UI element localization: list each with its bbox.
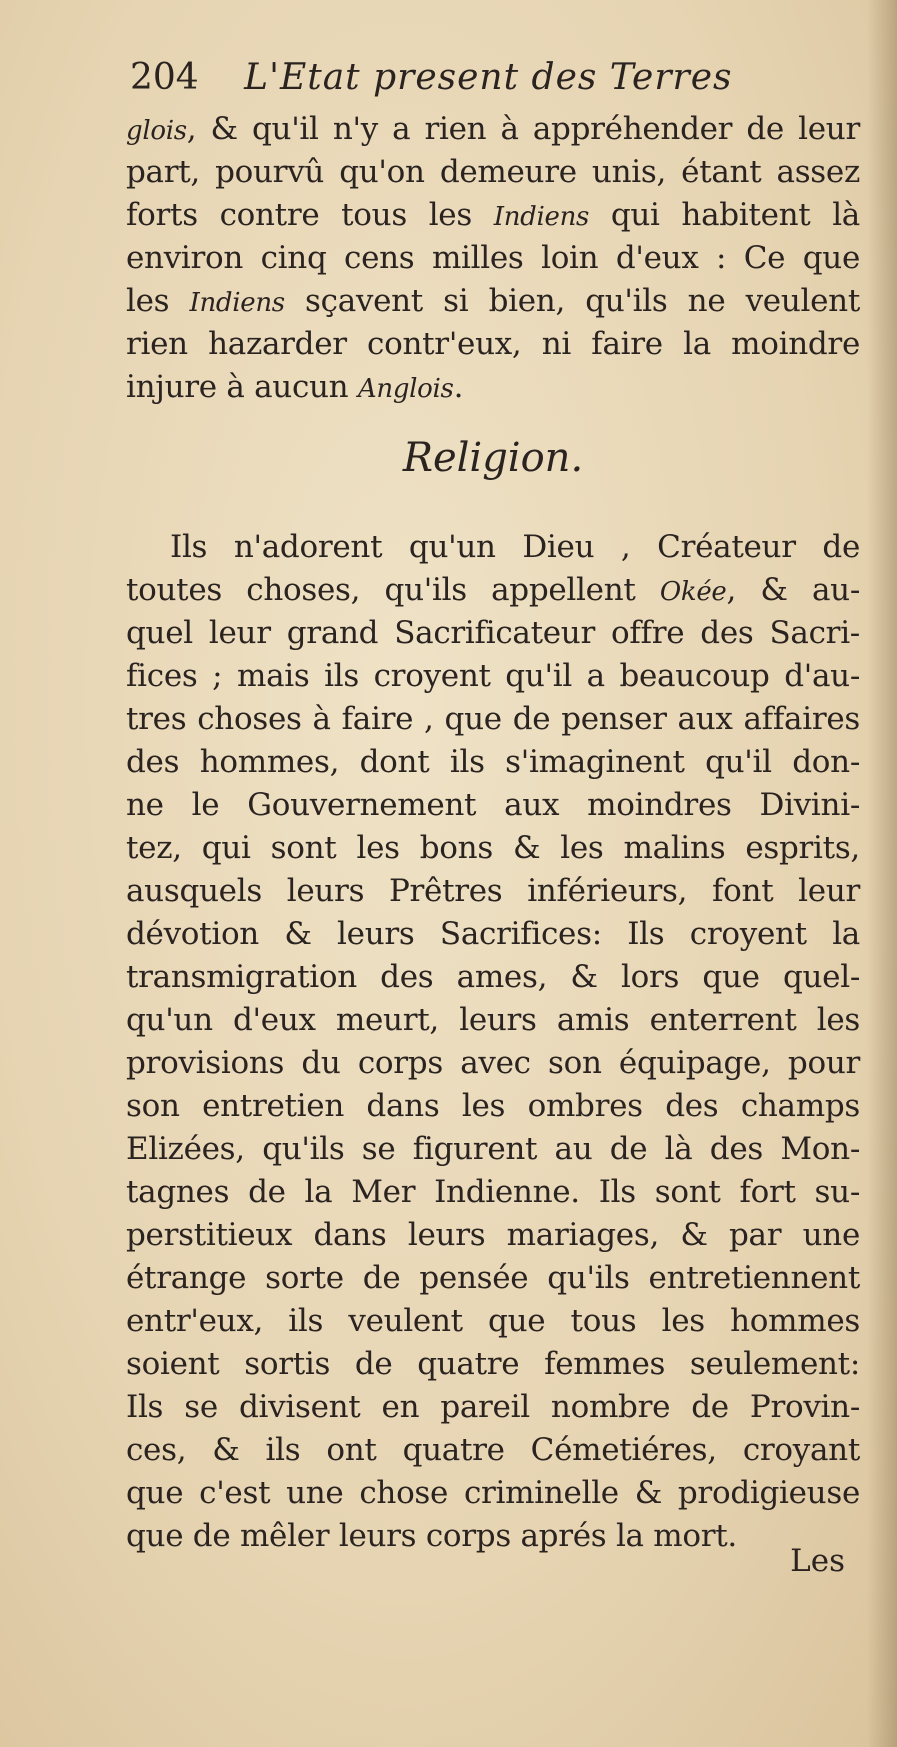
text-line: glois, & qu'il n'y a rien à appréhender de leur	[126, 111, 860, 147]
paragraph-2	[126, 526, 860, 1558]
text-line: étrange sorte de pensée qu'ils entretiennent	[126, 1260, 860, 1296]
text-line: son entretien dans les ombres des champs	[126, 1088, 860, 1124]
text-line: Elizées, qu'ils se figurent au de là des Mon-	[126, 1131, 860, 1167]
page-header	[130, 48, 790, 108]
text-line: toutes choses, qu'ils appellent Okée, & au-	[126, 572, 860, 608]
page-number: 204	[130, 57, 199, 98]
text-line: ausquels leurs Prêtres inférieurs, font leur	[126, 873, 860, 909]
text-line: provisions du corps avec son équipage, pour	[126, 1045, 860, 1081]
text-line: injure à aucun Anglois.	[126, 369, 464, 405]
text-line: Ils n'adorent qu'un Dieu , Créateur de	[170, 529, 860, 565]
text-line: entr'eux, ils veulent que tous les hommes	[126, 1303, 860, 1339]
text-line: part, pourvû qu'on demeure unis, étant assez	[126, 154, 860, 190]
catchword: Les	[790, 1543, 845, 1579]
text-line: soient sortis de quatre femmes seulement:	[126, 1346, 860, 1382]
text-line: perstitieux dans leurs mariages, & par une	[126, 1217, 860, 1253]
paragraph-1	[126, 108, 860, 409]
text-line: tagnes de la Mer Indienne. Ils sont fort su-	[126, 1174, 860, 1210]
text-line: des hommes, dont ils s'imaginent qu'il don-	[126, 744, 860, 780]
text-line: Ils se divisent en pareil nombre de Provin-	[126, 1389, 860, 1425]
running-title: L'Etat present des Terres	[244, 57, 733, 98]
text-line: fices ; mais ils croyent qu'il a beaucoup d'au-	[126, 658, 860, 694]
text-line: ces, & ils ont quatre Cémetiéres, croyant	[126, 1432, 860, 1468]
text-line: rien hazarder contr'eux, ni faire la moindre	[126, 326, 860, 362]
text-line: que de mêler leurs corps aprés la mort.	[126, 1518, 737, 1554]
text-line: tres choses à faire , que de penser aux affaires	[126, 701, 860, 737]
text-line: transmigration des ames, & lors que quel-	[126, 959, 860, 995]
text-line: dévotion & leurs Sacrifices: Ils croyent la	[126, 916, 860, 952]
text-line: qu'un d'eux meurt, leurs amis enterrent les	[126, 1002, 860, 1038]
text-line: quel leur grand Sacrificateur offre des Sacri-	[126, 615, 860, 651]
gutter-shadow	[867, 0, 897, 1747]
section-heading: Religion.	[402, 435, 584, 481]
text-line: que c'est une chose criminelle & prodigieuse	[126, 1475, 860, 1511]
text-line: forts contre tous les Indiens qui habitent là	[126, 197, 860, 233]
text-line: tez, qui sont les bons & les malins esprits,	[126, 830, 860, 866]
text-line: environ cinq cens milles loin d'eux : Ce que	[126, 240, 860, 276]
text-line: les Indiens sçavent si bien, qu'ils ne veulent	[126, 283, 860, 319]
text-line: ne le Gouvernement aux moindres Divini-	[126, 787, 860, 823]
